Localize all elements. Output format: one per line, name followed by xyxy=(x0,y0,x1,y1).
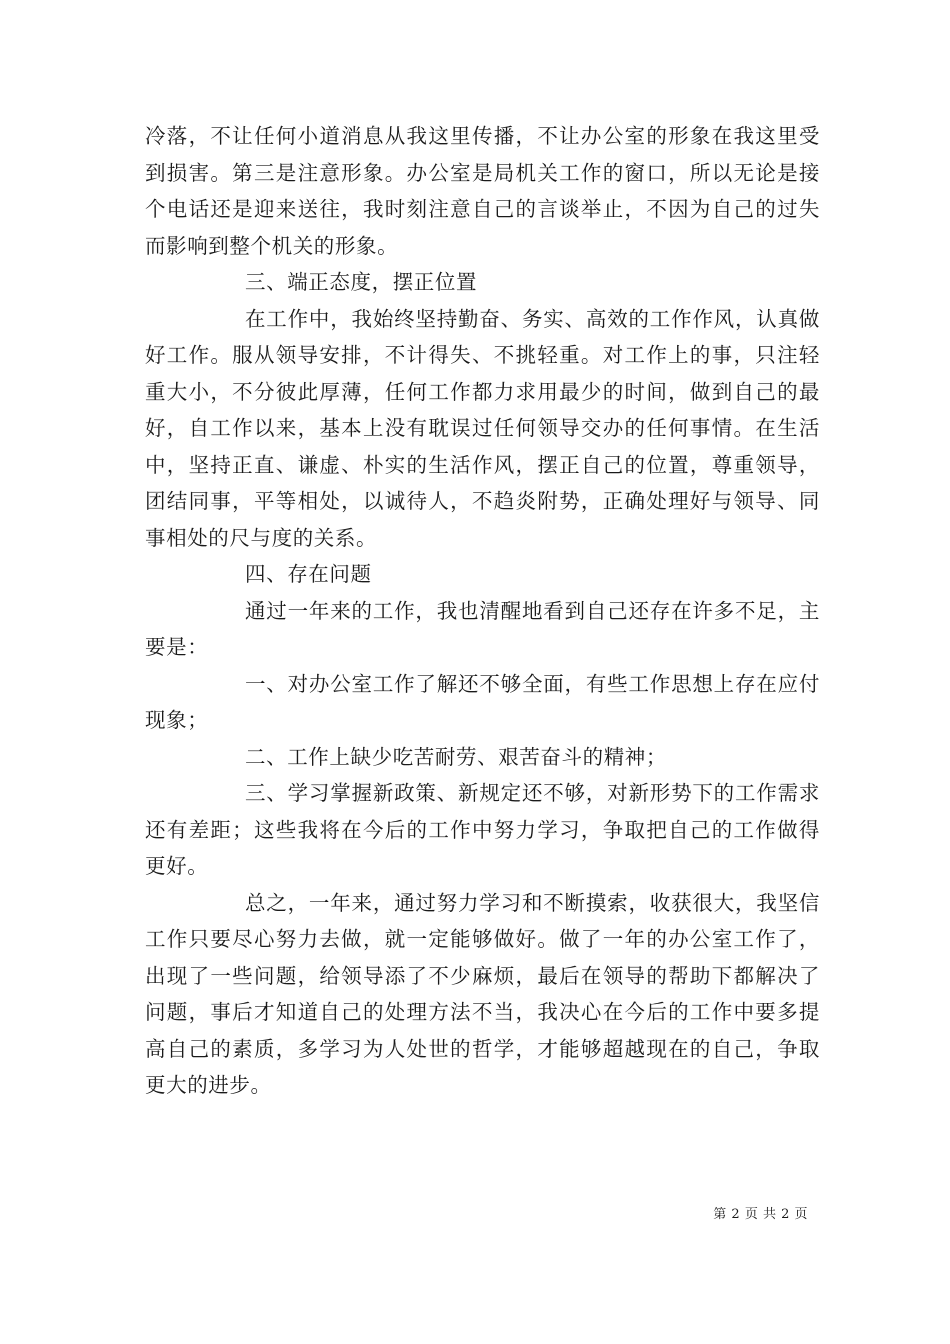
section-heading-problems: 四、存在问题 xyxy=(245,562,372,586)
paragraph-continuation: 冷落，不让任何小道消息从我这里传播，不让办公室的形象在我这里受到损害。第三是注意形象。办公室是局机关工作的窗口，所以无论是接个电话还是迎来送往，我时刻注意自己的言谈举止，不因为自己的过失而影响到整个机关的形象。 xyxy=(145,124,820,258)
problem-item-3: 三、学习掌握新政策、新规定还不够，对新形势下的工作需求还有差距；这些我将在今后的工作中努力学习，争取把自己的工作做得更好。 xyxy=(145,781,820,878)
problem-item-2: 二、工作上缺少吃苦耐劳、艰苦奋斗的精神； xyxy=(245,744,667,769)
paragraph-work-style: 在工作中，我始终坚持勤奋、务实、高效的工作作风，认真做好工作。服从领导安排，不计得失、不挑轻重。对工作上的事，只注轻重大小，不分彼此厚薄，任何工作都力求用最少的时间，做到自己的最好，自工作以来，基本上没有耽误过任何领导交办的任何事情。在生活中，坚持正直、谦虚、朴实的生活作风，摆正自己的位置，尊重领导，团结同事，平等相处，以诚待人，不趋炎附势，正确处理好与领导、同事相处的尺与度的关系。 xyxy=(145,306,820,550)
problem-item-1: 一、对办公室工作了解还不够全面，有些工作思想上存在应付现象； xyxy=(145,671,820,732)
document-body xyxy=(145,118,820,1104)
paragraph-summary: 总之，一年来，通过努力学习和不断摸索，收获很大，我坚信工作只要尽心努力去做，就一定能够做好。做了一年的办公室工作了，出现了一些问题，给领导添了不少麻烦，最后在领导的帮助下都解决了问题，事后才知道自己的处理方法不当，我决心在今后的工作中要多提高自己的素质，多学习为人处世的哲学，才能够超越现在的自己，争取更大的进步。 xyxy=(145,890,820,1097)
section-heading-attitude: 三、端正态度，摆正位置 xyxy=(245,270,478,294)
page-number: 第 2 页 共 2 页 xyxy=(713,1207,808,1222)
paragraph-problems-intro: 通过一年来的工作，我也清醒地看到自己还存在许多不足，主要是： xyxy=(145,598,820,659)
